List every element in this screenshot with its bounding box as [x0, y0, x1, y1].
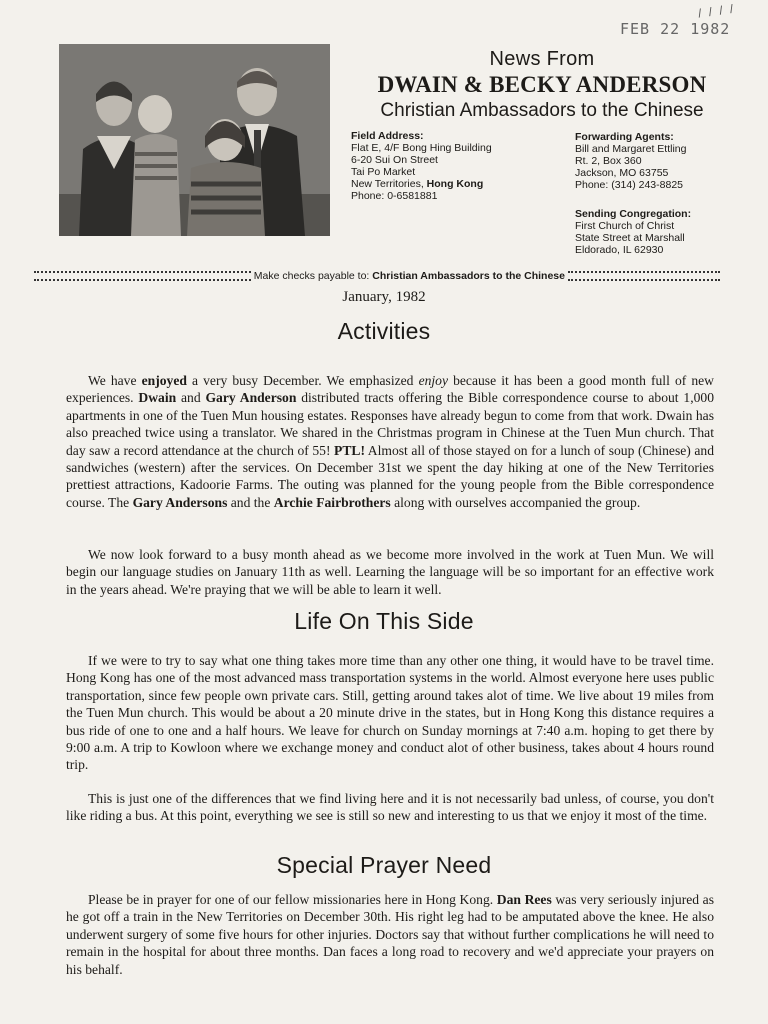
field-address-line	[351, 178, 551, 190]
section-title-life: Life On This Side	[294, 608, 474, 634]
field-address-line: Flat E, 4/F Bong Hing Building	[351, 142, 492, 154]
section-title-prayer: Special Prayer Need	[276, 852, 492, 878]
masthead	[352, 48, 732, 122]
sending-line: State Street at Marshall	[575, 232, 685, 244]
region-text: New Territories,	[351, 178, 427, 190]
section-title-activities: Activities	[337, 318, 431, 344]
chain-border-left	[34, 271, 251, 281]
forwarding-line: Rt. 2, Box 360	[575, 155, 642, 167]
handwritten-tally-marks: / / / /	[697, 1, 737, 21]
forwarding-heading: Forwarding Agents:	[575, 131, 674, 143]
field-address-heading: Field Address:	[351, 130, 424, 142]
life-paragraph-2: This is just one of the differences that we find living here and it is not necessarily bad unless, of course, you don't like riding a bus. At this point, everything we see is still so new and interesting to us that we enjoy it most of the time.	[66, 791, 714, 824]
activities-paragraph-1: We have enjoyed a very busy December. We emphasized enjoy because it has been a good month full of new experiences. Dwain and Gary Anderson distributed tracts offering the Bible correspondence course to about 1,000 apartments in one of the Tuen Mun housing estates. Responses have already begun to come from that work. Dwain has also preached twice using a translator. We shared in the Christmas program in Chinese at the Tuen Mun church. That day saw a record attendance at the church of 55! PTL! Almost all of those stayed on for a lunch of soup (Chinese) and sandwiches (western) after the services. On December 31st we spent the day hiking at one of the New Territories prettiest attractions, Kadoorie Farms. The outing was planned for the young people from the Bible correspondence course. The Gary Andersons and the Archie Fairbrothers along with ourselves accompanied the group.	[66, 373, 714, 510]
sending-heading: Sending Congregation:	[575, 208, 692, 220]
country-text: Hong Kong	[426, 178, 484, 190]
checks-prefix: Make checks payable to:	[253, 270, 373, 282]
sending-congregation-block	[575, 208, 745, 256]
organization-name: Christian Ambassadors to the Chinese	[380, 100, 704, 121]
field-phone: Phone: 0-6581881	[351, 190, 438, 202]
forwarding-line: Phone: (314) 243-8825	[575, 179, 683, 191]
checks-payee: Christian Ambassadors to the Chinese	[372, 270, 565, 282]
sending-line: First Church of Christ	[575, 220, 675, 232]
forwarding-line: Bill and Margaret Ettling	[575, 143, 687, 155]
field-address-line: 6-20 Sui On Street	[351, 154, 438, 166]
forwarding-line: Jackson, MO 63755	[575, 167, 669, 179]
life-paragraph-1: If we were to try to say what one thing takes more time than any other one thing, it would have to be travel time. Hong Kong has one of the most advanced mass transportation systems in the world. Almost everyone here uses public transportation, since few people own private cars. Still, getting around takes alot of time. We live about 19 miles from the Tuen Mun church. This would be about a 20 minute drive in the states, but in Hong Kong this distance requires a bus ride of one to one and a half hours. We leave for church on Sunday mornings at 7:40 a.m. hoping to get there by 9:00 a.m. A trip to Kowloon where we exchange money and conduct alot of other business, takes about 4 hours round trip.	[66, 653, 714, 773]
checks-text	[251, 270, 568, 282]
sending-line: Eldorado, IL 62930	[575, 244, 664, 256]
received-date-stamp: FEB 22 1982	[620, 20, 731, 38]
field-address-block	[351, 130, 551, 202]
forwarding-agents-block	[575, 131, 745, 191]
field-address-line: Tai Po Market	[351, 166, 416, 178]
newsletter-date: January, 1982	[342, 289, 426, 305]
chain-border-right	[568, 271, 720, 281]
missionary-names: DWAIN & BECKY ANDERSON	[377, 72, 707, 97]
family-photo	[59, 44, 330, 236]
prayer-paragraph: Please be in prayer for one of our fellow missionaries here in Hong Kong. Dan Rees was very seriously injured as he got off a train in the New Territories on December 30th. His right leg had to be amputated above the knee. He also underwent surgery of some five hours for other injuries. Doctors say that without further complications he will need to remain in the hospital for about three months. Dan faces a long road to recovery and we'd appreciate your prayers on his behalf.	[66, 892, 715, 977]
news-from-label: News From	[489, 48, 595, 70]
activities-paragraph-2: We now look forward to a busy month ahead as we become more involved in the work at Tuen Mun. We will begin our language studies on January 11th as well. Learning the language will be so important for an effective work in the years ahead. We're praying that we will be able to learn it well.	[66, 547, 714, 597]
checks-payable-line	[34, 270, 720, 282]
